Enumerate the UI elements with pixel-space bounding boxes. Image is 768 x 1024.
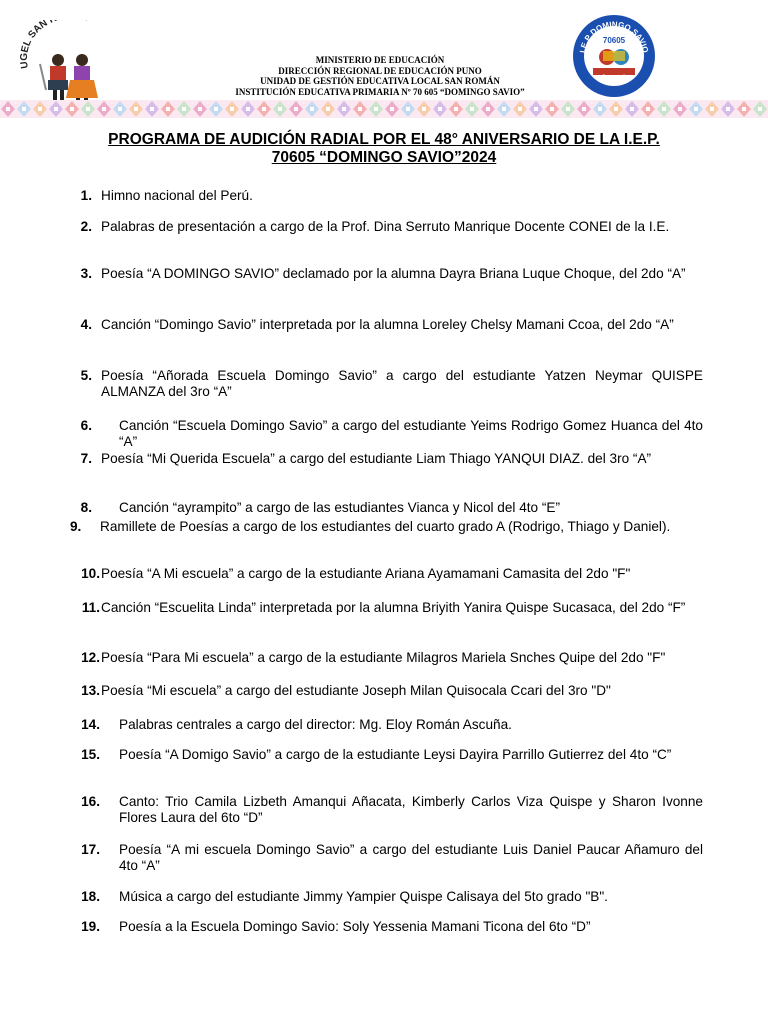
- item-text: Poesía “A Mi escuela” a cargo de la estudiante Ariana Ayamamani Camasita del 2do "F": [101, 566, 631, 581]
- decorative-band: [0, 100, 768, 118]
- title-line-2: 70605 “DOMINGO SAVIO”2024: [271, 149, 497, 166]
- item-number: 16.: [81, 794, 100, 809]
- item-number: 11.: [81, 600, 100, 615]
- header-line: INSTITUCIÓN EDUCATIVA PRIMARIA Nº 70 605 “DOMINGO SAVIO”: [235, 86, 525, 97]
- item-number: 4.: [80, 317, 92, 332]
- item-number: 10.: [81, 566, 100, 581]
- title-line-1: PROGRAMA DE AUDICIÓN RADIAL POR EL 48° ANIVERSARIO DE LA I.E.P.: [108, 131, 660, 148]
- header-line: UNIDAD DE GESTIÓN EDUCATIVA LOCAL SAN ROMÁN: [260, 76, 500, 86]
- item-text: Música a cargo del estudiante Jimmy Yampier Quispe Calisaya del 5to grado "B".: [119, 889, 608, 904]
- item-number: 19.: [81, 919, 100, 934]
- item-text: Poesía “A DOMINGO SAVIO” declamado por la alumna Dayra Briana Luque Choque, del 2do “A”: [101, 266, 686, 281]
- item-text: Poesía “Mi Querida Escuela” a cargo del estudiante Liam Thiago YANQUI DIAZ. del 3ro “A”: [101, 451, 652, 466]
- item-number: 18.: [81, 889, 100, 904]
- document-title: [40, 131, 728, 167]
- institution-header: [180, 55, 580, 97]
- item-text: Poesía “A Domigo Savio” a cargo de la estudiante Leysi Dayira Parrillo Gutierrez del 4to “C”: [119, 747, 672, 762]
- item-number: 2.: [80, 219, 92, 234]
- item-text: Palabras centrales a cargo del director: Mg. Eloy Román Ascuña.: [119, 717, 512, 732]
- seal-city-text: JULIACA: [598, 73, 630, 85]
- item-number: 3.: [80, 266, 92, 281]
- item-text: Canción “Escuela Domingo Savio” a cargo del estudiante Yeims Rodrigo Gomez Huanca del 4to “A”: [119, 418, 703, 450]
- item-number: 15.: [81, 747, 100, 762]
- item-text: Himno nacional del Perú.: [101, 188, 253, 203]
- item-text: Canción “ayrampito” a cargo de las estudiantes Vianca y Nicol del 4to “E”: [119, 500, 561, 515]
- item-text: Poesía “Añorada Escuela Domingo Savio” a cargo del estudiante Yatzen Neymar QUISPE ALMANZA del 3ro “A”: [101, 368, 703, 400]
- ugel-logo: [20, 20, 120, 105]
- item-number: 14.: [81, 717, 100, 732]
- seal-top-text: I.E.P DOMINGO SAVIO: [578, 19, 650, 54]
- item-number: 17.: [81, 842, 100, 857]
- seal-number: 70605: [602, 36, 626, 45]
- item-number: 5.: [80, 368, 92, 383]
- item-text: Poesía “Mi escuela” a cargo del estudiante Joseph Milan Quisocala Ccari del 3ro "D": [101, 683, 611, 698]
- item-number: 1.: [80, 188, 92, 203]
- header-line: DIRECCIÓN REGIONAL DE EDUCACIÓN PUNO: [278, 65, 482, 76]
- item-text: Canción “Escuelita Linda” interpretada por la alumna Briyith Yanira Quispe Sucasaca, del 2do “F”: [101, 600, 686, 615]
- item-text: Poesía “Para Mi escuela” a cargo de la estudiante Milagros Mariela Snches Quipe del 2do "F": [101, 650, 666, 665]
- item-text: Poesía “A mi escuela Domingo Savio” a cargo del estudiante Luis Daniel Paucar Añamuro del 4to “A”: [119, 842, 703, 874]
- item-number: 6.: [80, 418, 92, 433]
- school-seal: [571, 13, 657, 99]
- item-text: Poesía a la Escuela Domingo Savio: Soly Yessenia Mamani Ticona del 6to “D”: [119, 919, 591, 934]
- header-line: MINISTERIO DE EDUCACIÓN: [315, 55, 445, 65]
- item-text: Canto: Trio Camila Lizbeth Amanqui Añacata, Kimberly Carlos Viza Quispe y Sharon Ivonne Flores Laura del 6to “D”: [119, 794, 703, 826]
- ugel-logo-text: U EL SAN: [20, 20, 50, 70]
- item-number: 13.: [81, 683, 100, 698]
- item-number: 12.: [81, 650, 100, 665]
- item-text: Palabras de presentación a cargo de la Prof. Dina Serruto Manrique Docente CONEI de la I.E.: [101, 219, 670, 234]
- item-number: 8.: [80, 500, 92, 515]
- item-text: Ramillete de Poesías a cargo de los estudiantes del cuarto grado A (Rodrigo, Thiago y Daniel).: [100, 519, 671, 534]
- item-number: 9.: [70, 519, 82, 534]
- item-text: Canción “Domingo Savio” interpretada por la alumna Loreley Chelsy Mamani Ccoa, del 2do “A”: [101, 317, 674, 332]
- item-number: 7.: [80, 451, 92, 466]
